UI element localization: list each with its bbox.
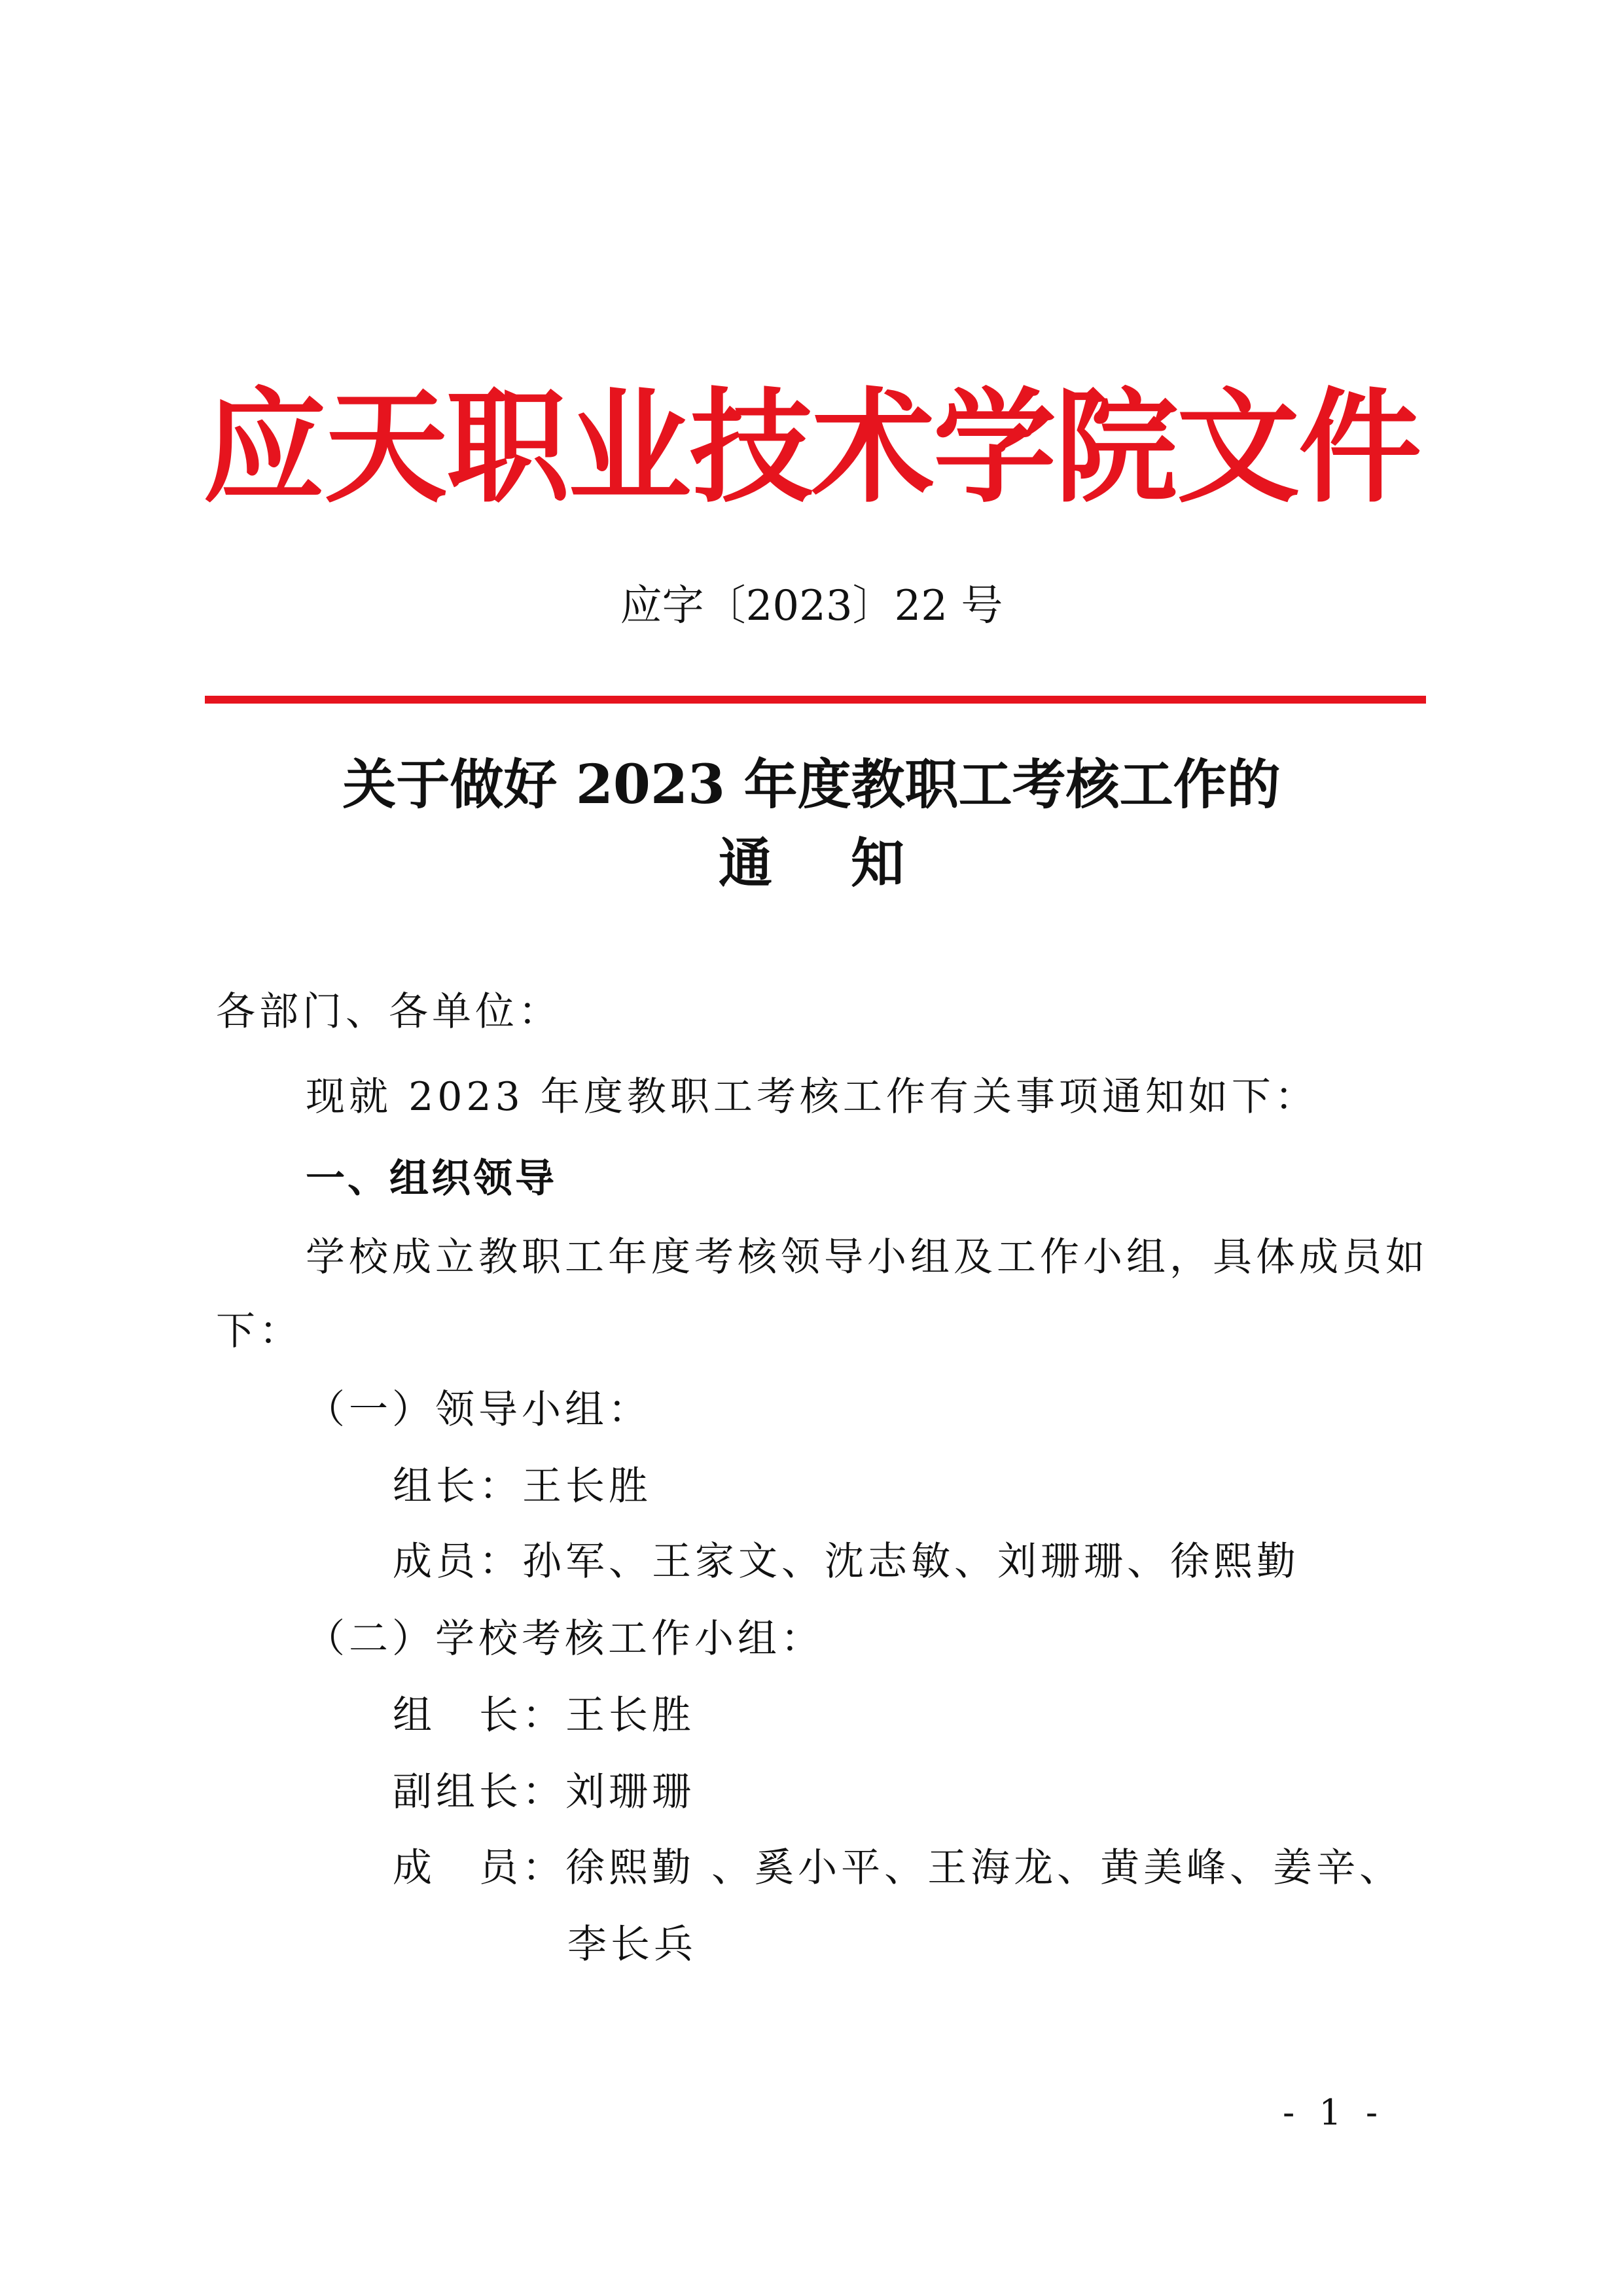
notice-title-line1: 关于做好 2023 年度教职工考核工作的 — [342, 753, 1281, 816]
section-heading-organization: 一、组织领导 — [306, 1156, 557, 1202]
leadership-group-heading: （一）领导小组： — [306, 1387, 651, 1433]
leadership-group-members: 成员：孙军、王家文、沈志敏、刘珊珊、徐熙勤 — [393, 1539, 1300, 1585]
intro-paragraph: 现就 2023 年度教职工考核工作有关事项通知如下： — [306, 1074, 1318, 1120]
leadership-group-leader: 组长：王长胜 — [393, 1463, 652, 1509]
working-group-leader: 组 长：王长胜 — [393, 1693, 695, 1738]
header-divider-line — [205, 696, 1426, 704]
working-group-deputy: 副组长：刘珊珊 — [393, 1769, 695, 1815]
working-group-members-line2: 李长兵 — [567, 1922, 697, 1967]
page-number: - 1 - — [1283, 2092, 1385, 2133]
working-group-heading: （二）学校考核工作小组： — [306, 1616, 824, 1662]
section1-paragraph-line2: 下： — [216, 1308, 302, 1354]
section1-paragraph-line1: 学校成立教职工年度考核领导小组及工作小组，具体成员如 — [306, 1234, 1429, 1280]
masthead-title: 应天职业技术学院文件 — [203, 375, 1420, 520]
working-group-members-line1: 成 员：徐熙勤 、奚小平、王海龙、黄美峰、姜辛、 — [393, 1845, 1403, 1891]
salutation: 各部门、各单位： — [216, 989, 562, 1035]
document-number: 应字〔2023〕22 号 — [620, 582, 1003, 630]
notice-title-line2: 通知 — [718, 832, 983, 895]
